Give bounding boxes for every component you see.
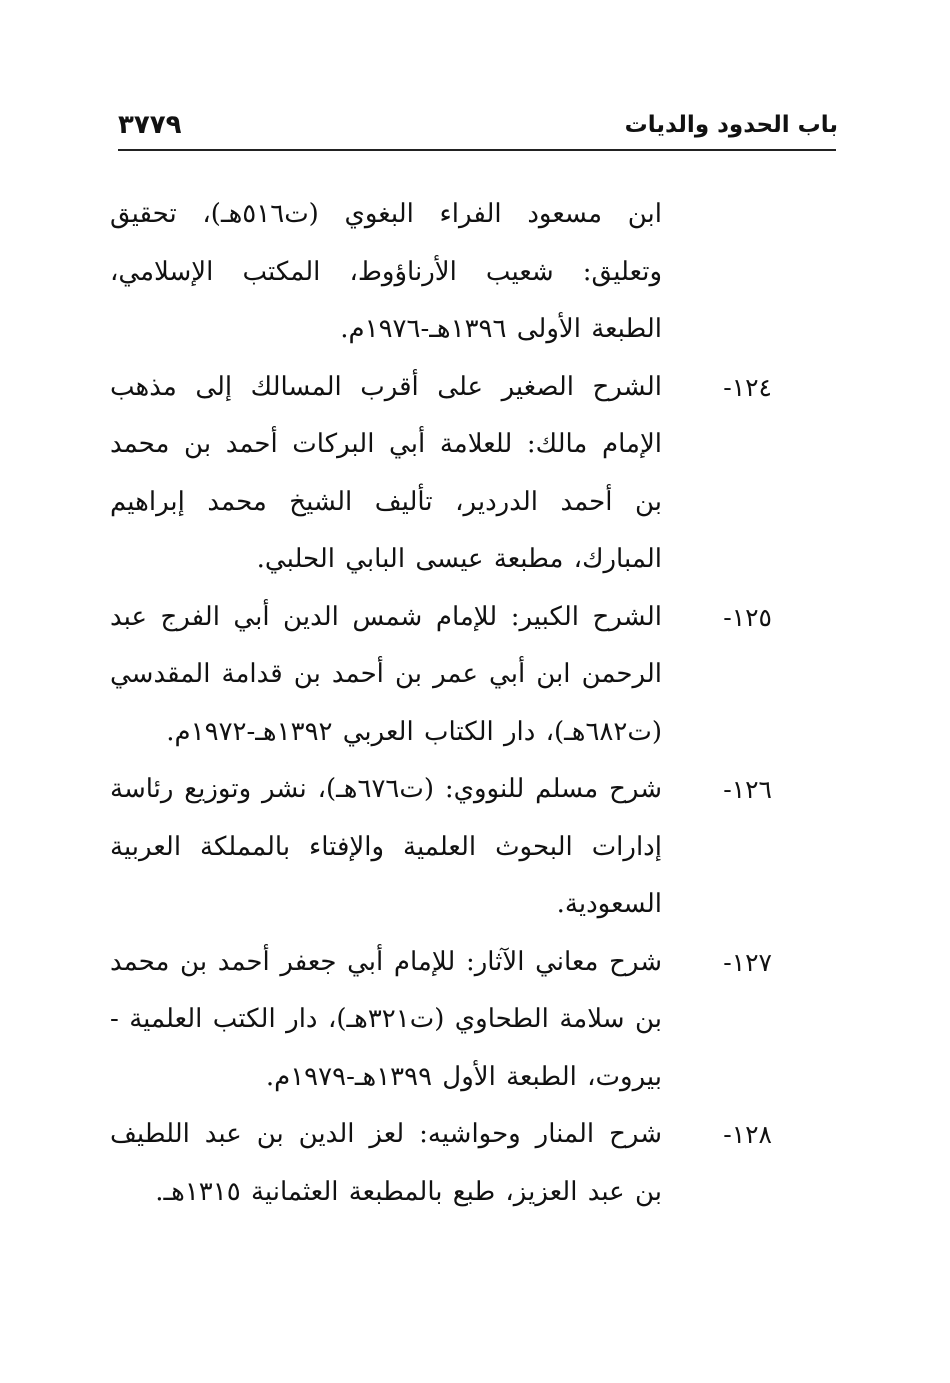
entry-number: ١٢٥- [723,602,772,632]
header-divider [118,149,836,151]
bibliography-entry-127 [110,934,800,1107]
bibliography-entry-126 [110,761,800,934]
entry-number: ١٢٧- [723,947,772,977]
entry-text: شرح مسلم للنووي: (ت٦٧٦هـ)، نشر وتوزيع رئاسة إدارات البحوث العلمية والإفتاء بالمملكة العربية السعودية. [110,774,662,919]
entry-number: ١٢٦- [723,775,772,804]
bibliography-list [110,186,800,1221]
entry-text: الشرح الكبير: للإمام شمس الدين أبي الفرج عبد الرحمن ابن أبي عمر بن أحمد بن قدامة المقدسي (ت٦٨٢هـ)، دار الكتاب العربي ١٣٩٢هـ-١٩٧٢م. [110,601,662,747]
entry-text: شرح المنار وحواشيه: لعز الدين بن عبد اللطيف بن عبد العزيز، طبع بالمطبعة العثمانية ١٣١٥هـ. [110,1119,662,1207]
running-title: باب الحدود والديات [624,112,838,138]
entry-text: الشرح الصغير على أقرب المسالك إلى مذهب الإمام مالك: للعلامة أبي البركات أحمد بن محمد بن أحمد الدردير، تأليف الشيخ محمد إبراهيم المبارك، مطبعة عيسى البابي الحلبي. [110,371,662,574]
bibliography-entry-124 [110,359,800,589]
page-number: ٣٧٧٩ [118,110,182,140]
bibliography-entry-continued [110,186,800,359]
bibliography-entry-128 [110,1106,800,1221]
entry-number: ١٢٨- [723,1120,772,1149]
bibliography-entry-125 [110,589,800,762]
entry-number: ١٢٤- [723,372,772,402]
entry-text: شرح معاني الآثار: للإمام أبي جعفر أحمد بن محمد بن سلامة الطحاوي (ت٣٢١هـ)، دار الكتب العلمية - بيروت، الطبعة الأول ١٣٩٩هـ-١٩٧٩م. [110,946,662,1092]
page-header [118,108,838,148]
entry-text: ابن مسعود الفراء البغوي (ت٥١٦هـ)، تحقيق وتعليق: شعيب الأرناؤوط، المكتب الإسلامي، الطبعة الأولى ١٣٩٦هـ-١٩٧٦م. [110,199,662,344]
